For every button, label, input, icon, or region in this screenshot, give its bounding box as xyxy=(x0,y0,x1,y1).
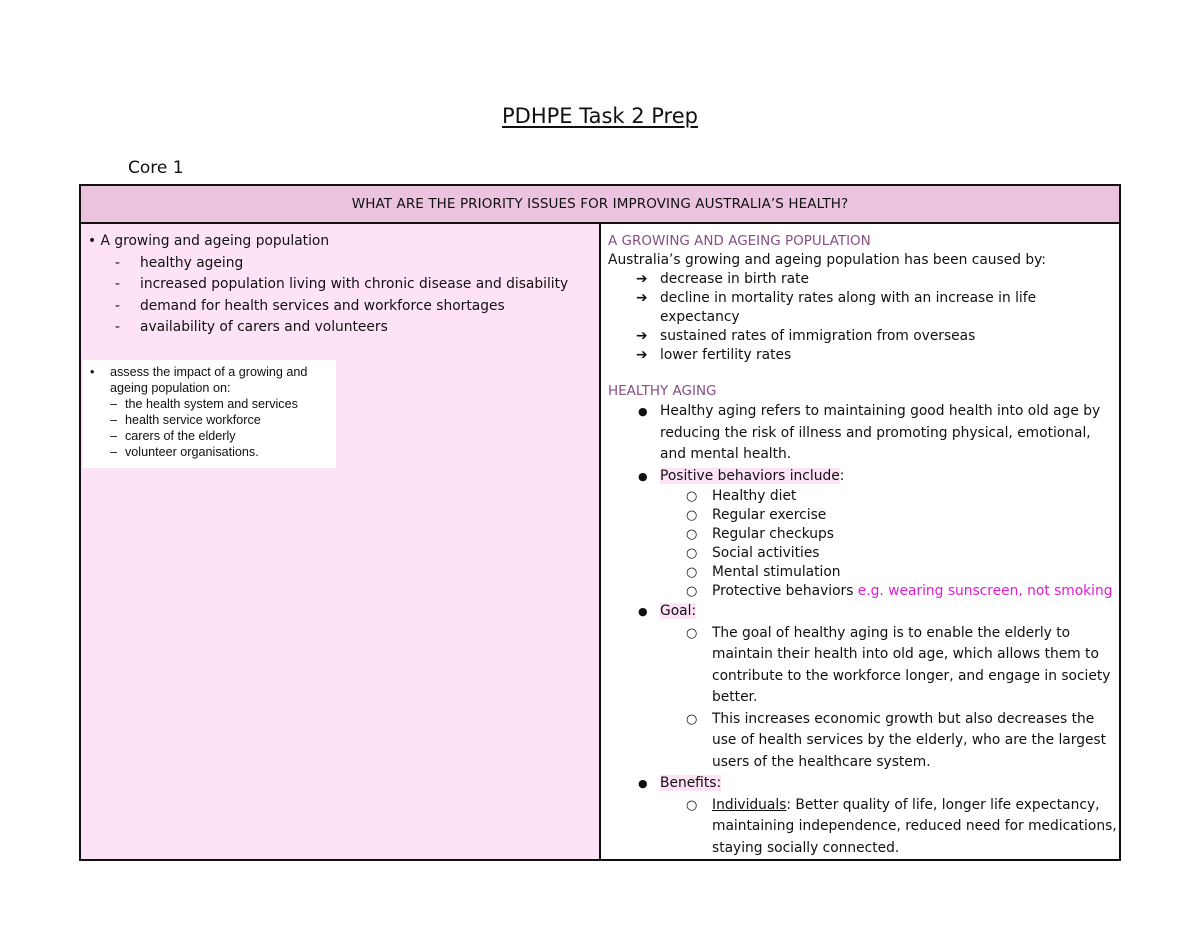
right-column xyxy=(600,223,1120,860)
behaviors-list xyxy=(660,487,1119,601)
goal-list xyxy=(660,623,1119,774)
dash-icon: – xyxy=(110,396,118,411)
list-item: ○ Social activities xyxy=(686,545,820,561)
circle-bullet-icon: ○ xyxy=(686,546,698,561)
circle-bullet-icon: ○ xyxy=(686,489,698,504)
dash-icon: - xyxy=(115,297,120,314)
benefits-label: Benefits: xyxy=(660,775,722,791)
bullet-icon: • xyxy=(90,364,95,379)
individuals-label: Individuals xyxy=(712,796,787,813)
list-item: ○ Individuals: Better quality of life, longer life expectancy, maintaining independence, reduced need for medications, staying socially connected. xyxy=(686,796,1117,856)
healthy-aging-list xyxy=(608,401,1119,859)
priority-issues-table xyxy=(79,184,1121,861)
main-point: • A growing and ageing population xyxy=(88,233,330,249)
dash-icon: - xyxy=(115,254,120,271)
causes-list xyxy=(608,270,1119,365)
benefits-list xyxy=(660,795,1119,860)
list-item: – carers of the elderly xyxy=(110,428,236,443)
dash-icon: - xyxy=(115,319,120,336)
list-item: ○ Healthy diet xyxy=(686,488,797,504)
list-item: ➔ decline in mortality rates along with an increase in life expectancy xyxy=(636,290,1037,325)
circle-bullet-icon: ○ xyxy=(686,711,698,727)
bullet-icon: • xyxy=(88,233,97,249)
arrow-right-icon: ➔ xyxy=(636,347,648,363)
list-item: - increased population living with chronic disease and disability xyxy=(88,274,599,296)
dash-icon: – xyxy=(110,428,118,443)
list-item: ➔ decrease in birth rate xyxy=(636,271,809,287)
list-item: ○ Regular checkups xyxy=(686,526,834,542)
circle-bullet-icon: ○ xyxy=(686,508,698,523)
bullet-icon: ● xyxy=(638,777,648,790)
circle-bullet-icon: ○ xyxy=(686,797,698,813)
sub-point-list xyxy=(88,253,599,339)
section-label: Core 1 xyxy=(128,158,184,178)
bullet-icon: ● xyxy=(638,469,648,483)
arrow-right-icon: ➔ xyxy=(636,290,648,306)
example-text: e.g. wearing sunscreen, not smoking xyxy=(857,583,1113,599)
list-item: ○ The goal of healthy aging is to enable the elderly to maintain their health into old age, which allows them to contribute to the workforce longer, and engage in society better. xyxy=(686,624,1111,705)
list-item: ○ Mental stimulation xyxy=(686,564,841,580)
list-item: ○ Protective behaviors e.g. wearing sunscreen, not smoking xyxy=(686,583,1113,599)
dash-icon: – xyxy=(110,412,118,427)
behaviors-label: Positive behaviors include xyxy=(660,467,840,484)
arrow-right-icon: ➔ xyxy=(636,271,648,287)
circle-bullet-icon: ○ xyxy=(686,565,698,580)
circle-bullet-icon: ○ xyxy=(686,625,698,641)
section-heading: HEALTHY AGING xyxy=(608,383,717,399)
list-item: ➔ sustained rates of immigration from overseas xyxy=(636,328,976,344)
list-item: - demand for health services and workforce shortages xyxy=(88,296,599,318)
circle-bullet-icon: ○ xyxy=(686,527,698,542)
causes-intro: Australia’s growing and ageing population has been caused by: xyxy=(608,252,1046,268)
section-heading: A GROWING AND AGEING POPULATION xyxy=(608,233,871,249)
arrow-right-icon: ➔ xyxy=(636,328,648,344)
list-item: - healthy ageing xyxy=(88,253,599,275)
bullet-icon: ● xyxy=(638,405,648,418)
goal-label: Goal: xyxy=(660,603,697,619)
list-item: ○ This increases economic growth but also decreases the use of health services by the elderly, who are the largest users of the healthcare system. xyxy=(686,710,1107,770)
list-item: ○ Regular exercise xyxy=(686,507,827,523)
bullet-icon: ● xyxy=(638,605,648,618)
list-item: – volunteer organisations. xyxy=(110,444,259,459)
list-item: – health service workforce xyxy=(110,412,261,427)
list-item: ● Positive behaviors include: ○ Healthy diet ○ Regular exercise ○ Regular checkups ○ Social activities ○ Mental stimulation ○ Protective behaviors e.g. wearing sunscreen, not smoking xyxy=(608,466,1119,602)
list-item xyxy=(608,773,1119,859)
circle-bullet-icon: ○ xyxy=(686,584,698,599)
list-item: - availability of carers and volunteers xyxy=(88,317,599,339)
syllabus-intro: • assess the impact of a growing and ageing population on: xyxy=(90,364,308,395)
dash-icon: - xyxy=(115,276,120,293)
syllabus-clipping xyxy=(83,360,336,468)
list-item: – the health system and services xyxy=(110,396,298,411)
list-item xyxy=(608,601,1119,773)
left-column xyxy=(80,223,600,860)
dash-icon: – xyxy=(110,444,118,459)
table-header: WHAT ARE THE PRIORITY ISSUES FOR IMPROVING AUSTRALIA’S HEALTH? xyxy=(80,185,1120,223)
list-item: ➔ lower fertility rates xyxy=(636,347,792,363)
list-item: ● Healthy aging refers to maintaining good health into old age by reducing the risk of illness and promoting physical, emotional, and mental health. xyxy=(638,403,1101,462)
page-title: PDHPE Task 2 Prep xyxy=(502,104,698,128)
